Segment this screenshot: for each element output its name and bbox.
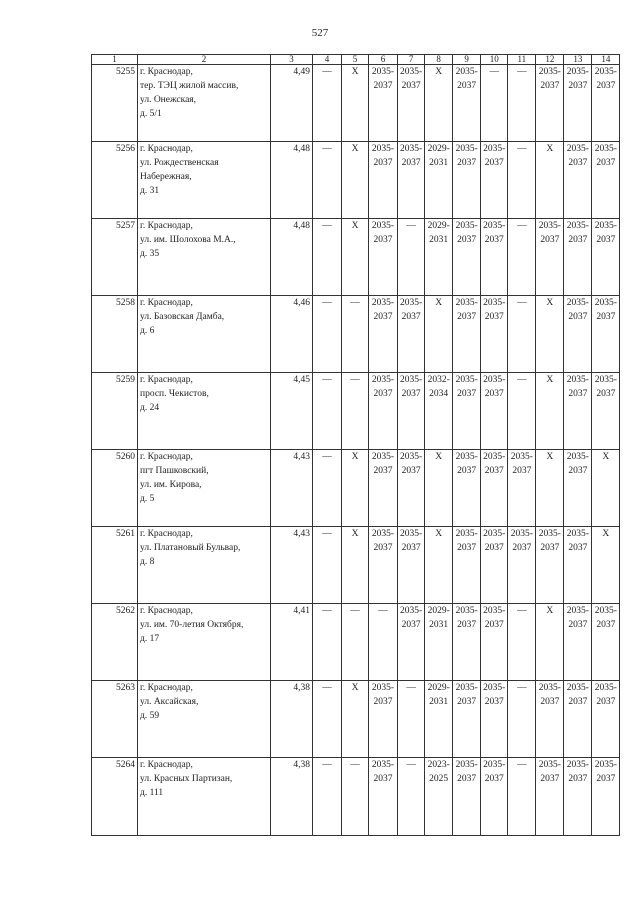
area-cell: 4,48	[271, 219, 313, 296]
column-number-10: 10	[481, 55, 508, 65]
schedule-cell-col-4: —	[313, 142, 342, 219]
area-cell: 4,48	[271, 142, 313, 219]
schedule-cell-col-13: 2035- 2037	[564, 65, 592, 142]
area-cell: 4,38	[271, 758, 313, 836]
schedule-cell-col-13: 2035- 2037	[564, 758, 592, 836]
schedule-cell-col-10: 2035- 2037	[481, 450, 508, 527]
schedule-cell-col-13: 2035- 2037	[564, 681, 592, 758]
area-cell: 4,38	[271, 681, 313, 758]
schedule-cell-col-12: Х	[536, 450, 564, 527]
schedule-cell-col-14: 2035- 2037	[592, 296, 620, 373]
schedule-cell-col-11: —	[508, 373, 536, 450]
column-number-7: 7	[398, 55, 425, 65]
column-number-header	[92, 55, 620, 65]
column-number-5: 5	[342, 55, 369, 65]
schedule-cell-col-10: 2035- 2037	[481, 373, 508, 450]
schedule-cell-col-4: —	[313, 450, 342, 527]
area-cell: 4,41	[271, 604, 313, 681]
schedule-cell-col-5: Х	[342, 219, 369, 296]
schedule-cell-col-9: 2035- 2037	[453, 373, 481, 450]
column-number-3: 3	[271, 55, 313, 65]
schedule-cell-col-4: —	[313, 527, 342, 604]
schedule-cell-col-8: 2029- 2031	[425, 142, 453, 219]
schedule-cell-col-10: 2035- 2037	[481, 758, 508, 836]
schedule-cell-col-9: 2035- 2037	[453, 219, 481, 296]
schedule-cell-col-12: 2035- 2037	[536, 758, 564, 836]
address-cell: г. Краснодар, ул. Рождественская Набережная, д. 31	[138, 142, 271, 219]
schedule-cell-col-10: 2035- 2037	[481, 296, 508, 373]
column-number-4: 4	[313, 55, 342, 65]
schedule-cell-col-9: 2035- 2037	[453, 527, 481, 604]
schedule-cell-col-13: 2035- 2037	[564, 219, 592, 296]
area-cell: 4,49	[271, 65, 313, 142]
schedule-cell-col-8: Х	[425, 65, 453, 142]
schedule-cell-col-12: 2035- 2037	[536, 219, 564, 296]
schedule-cell-col-9: 2035- 2037	[453, 65, 481, 142]
schedule-cell-col-12: Х	[536, 142, 564, 219]
table-row	[92, 527, 620, 604]
row-number: 5259	[92, 373, 138, 450]
column-number-13: 13	[564, 55, 592, 65]
column-number-9: 9	[453, 55, 481, 65]
row-number: 5258	[92, 296, 138, 373]
schedule-cell-col-11: 2035- 2037	[508, 527, 536, 604]
schedule-cell-col-14: 2035- 2037	[592, 219, 620, 296]
schedule-cell-col-9: 2035- 2037	[453, 296, 481, 373]
schedule-cell-col-5: Х	[342, 450, 369, 527]
register-table	[91, 54, 620, 836]
schedule-cell-col-13: 2035- 2037	[564, 296, 592, 373]
schedule-cell-col-7: 2035- 2037	[398, 296, 425, 373]
table-row	[92, 65, 620, 142]
table-row	[92, 450, 620, 527]
table-row	[92, 296, 620, 373]
schedule-cell-col-5: Х	[342, 527, 369, 604]
schedule-cell-col-13: 2035- 2037	[564, 604, 592, 681]
schedule-cell-col-14: 2035- 2037	[592, 373, 620, 450]
address-cell: г. Краснодар, просп. Чекистов, д. 24	[138, 373, 271, 450]
column-number-12: 12	[536, 55, 564, 65]
schedule-cell-col-12: 2035- 2037	[536, 681, 564, 758]
schedule-cell-col-11: —	[508, 65, 536, 142]
row-number: 5262	[92, 604, 138, 681]
row-number: 5257	[92, 219, 138, 296]
schedule-cell-col-5: —	[342, 296, 369, 373]
schedule-cell-col-12: 2035- 2037	[536, 527, 564, 604]
schedule-cell-col-11: —	[508, 681, 536, 758]
schedule-cell-col-5: Х	[342, 65, 369, 142]
schedule-cell-col-13: 2035- 2037	[564, 373, 592, 450]
schedule-cell-col-6: 2035- 2037	[369, 527, 398, 604]
address-cell: г. Краснодар, ул. Базовская Дамба, д. 6	[138, 296, 271, 373]
schedule-cell-col-13: 2035- 2037	[564, 450, 592, 527]
schedule-cell-col-4: —	[313, 65, 342, 142]
schedule-cell-col-11: —	[508, 604, 536, 681]
address-cell: г. Краснодар, ул. Платановый Бульвар, д. 8	[138, 527, 271, 604]
schedule-cell-col-5: Х	[342, 142, 369, 219]
area-cell: 4,43	[271, 527, 313, 604]
schedule-cell-col-8: 2029- 2031	[425, 681, 453, 758]
schedule-cell-col-4: —	[313, 219, 342, 296]
column-number-6: 6	[369, 55, 398, 65]
schedule-cell-col-14: Х	[592, 450, 620, 527]
schedule-cell-col-12: 2035- 2037	[536, 65, 564, 142]
schedule-cell-col-4: —	[313, 373, 342, 450]
schedule-cell-col-7: 2035- 2037	[398, 604, 425, 681]
schedule-cell-col-9: 2035- 2037	[453, 450, 481, 527]
schedule-cell-col-5: —	[342, 604, 369, 681]
schedule-cell-col-9: 2035- 2037	[453, 142, 481, 219]
address-cell: г. Краснодар, пгт Пашковский, ул. им. Кирова, д. 5	[138, 450, 271, 527]
schedule-cell-col-4: —	[313, 758, 342, 836]
schedule-cell-col-12: Х	[536, 373, 564, 450]
schedule-cell-col-6: 2035- 2037	[369, 450, 398, 527]
table-row	[92, 142, 620, 219]
schedule-cell-col-6: 2035- 2037	[369, 65, 398, 142]
table-row	[92, 219, 620, 296]
schedule-cell-col-10: 2035- 2037	[481, 142, 508, 219]
address-cell: г. Краснодар, ул. им. Шолохова М.А., д. 35	[138, 219, 271, 296]
schedule-cell-col-14: Х	[592, 527, 620, 604]
schedule-cell-col-8: 2032- 2034	[425, 373, 453, 450]
schedule-cell-col-14: 2035- 2037	[592, 758, 620, 836]
column-number-11: 11	[508, 55, 536, 65]
address-cell: г. Краснодар, тер. ТЭЦ жилой массив, ул. Онежская, д. 5/1	[138, 65, 271, 142]
schedule-cell-col-11: 2035- 2037	[508, 450, 536, 527]
schedule-cell-col-7: —	[398, 758, 425, 836]
area-cell: 4,43	[271, 450, 313, 527]
area-cell: 4,46	[271, 296, 313, 373]
schedule-cell-col-14: 2035- 2037	[592, 681, 620, 758]
schedule-cell-col-10: 2035- 2037	[481, 219, 508, 296]
schedule-cell-col-12: Х	[536, 604, 564, 681]
schedule-cell-col-10: 2035- 2037	[481, 527, 508, 604]
schedule-cell-col-6: 2035- 2037	[369, 758, 398, 836]
schedule-cell-col-6: 2035- 2037	[369, 681, 398, 758]
schedule-cell-col-9: 2035- 2037	[453, 758, 481, 836]
schedule-cell-col-7: 2035- 2037	[398, 527, 425, 604]
schedule-cell-col-12: Х	[536, 296, 564, 373]
schedule-cell-col-7: —	[398, 681, 425, 758]
address-cell: г. Краснодар, ул. Красных Партизан, д. 111	[138, 758, 271, 836]
schedule-cell-col-14: 2035- 2037	[592, 142, 620, 219]
row-number: 5260	[92, 450, 138, 527]
schedule-cell-col-7: —	[398, 219, 425, 296]
schedule-cell-col-8: Х	[425, 296, 453, 373]
address-cell: г. Краснодар, ул. Аксайская, д. 59	[138, 681, 271, 758]
schedule-cell-col-10: 2035- 2037	[481, 604, 508, 681]
header-row	[92, 55, 620, 65]
schedule-cell-col-7: 2035- 2037	[398, 373, 425, 450]
table-row	[92, 681, 620, 758]
schedule-cell-col-13: 2035- 2037	[564, 142, 592, 219]
schedule-cell-col-11: —	[508, 296, 536, 373]
schedule-cell-col-8: Х	[425, 450, 453, 527]
table-body	[92, 65, 620, 836]
column-number-8: 8	[425, 55, 453, 65]
schedule-cell-col-10: —	[481, 65, 508, 142]
schedule-cell-col-8: Х	[425, 527, 453, 604]
row-number: 5263	[92, 681, 138, 758]
column-number-14: 14	[592, 55, 620, 65]
schedule-cell-col-4: —	[313, 296, 342, 373]
column-number-1: 1	[92, 55, 138, 65]
schedule-cell-col-14: 2035- 2037	[592, 65, 620, 142]
schedule-cell-col-6: 2035- 2037	[369, 373, 398, 450]
table-row	[92, 758, 620, 836]
schedule-cell-col-8: 2029- 2031	[425, 219, 453, 296]
schedule-cell-col-11: —	[508, 219, 536, 296]
schedule-cell-col-7: 2035- 2037	[398, 142, 425, 219]
row-number: 5261	[92, 527, 138, 604]
column-number-2: 2	[138, 55, 271, 65]
schedule-cell-col-4: —	[313, 604, 342, 681]
address-cell: г. Краснодар, ул. им. 70-летия Октября, д. 17	[138, 604, 271, 681]
schedule-cell-col-13: 2035- 2037	[564, 527, 592, 604]
schedule-cell-col-6: 2035- 2037	[369, 219, 398, 296]
row-number: 5256	[92, 142, 138, 219]
schedule-cell-col-5: —	[342, 373, 369, 450]
table-row	[92, 604, 620, 681]
schedule-cell-col-5: —	[342, 758, 369, 836]
schedule-cell-col-9: 2035- 2037	[453, 681, 481, 758]
table-row	[92, 373, 620, 450]
schedule-cell-col-11: —	[508, 758, 536, 836]
area-cell: 4,45	[271, 373, 313, 450]
schedule-cell-col-6: 2035- 2037	[369, 296, 398, 373]
schedule-cell-col-4: —	[313, 681, 342, 758]
schedule-cell-col-6: 2035- 2037	[369, 142, 398, 219]
schedule-cell-col-9: 2035- 2037	[453, 604, 481, 681]
schedule-cell-col-14: 2035- 2037	[592, 604, 620, 681]
row-number: 5264	[92, 758, 138, 836]
schedule-cell-col-6: —	[369, 604, 398, 681]
schedule-cell-col-7: 2035- 2037	[398, 450, 425, 527]
schedule-cell-col-7: 2035- 2037	[398, 65, 425, 142]
page-number: 527	[311, 27, 329, 39]
schedule-cell-col-11: —	[508, 142, 536, 219]
row-number: 5255	[92, 65, 138, 142]
schedule-cell-col-5: Х	[342, 681, 369, 758]
schedule-cell-col-10: 2035- 2037	[481, 681, 508, 758]
schedule-cell-col-8: 2023- 2025	[425, 758, 453, 836]
schedule-cell-col-8: 2029- 2031	[425, 604, 453, 681]
